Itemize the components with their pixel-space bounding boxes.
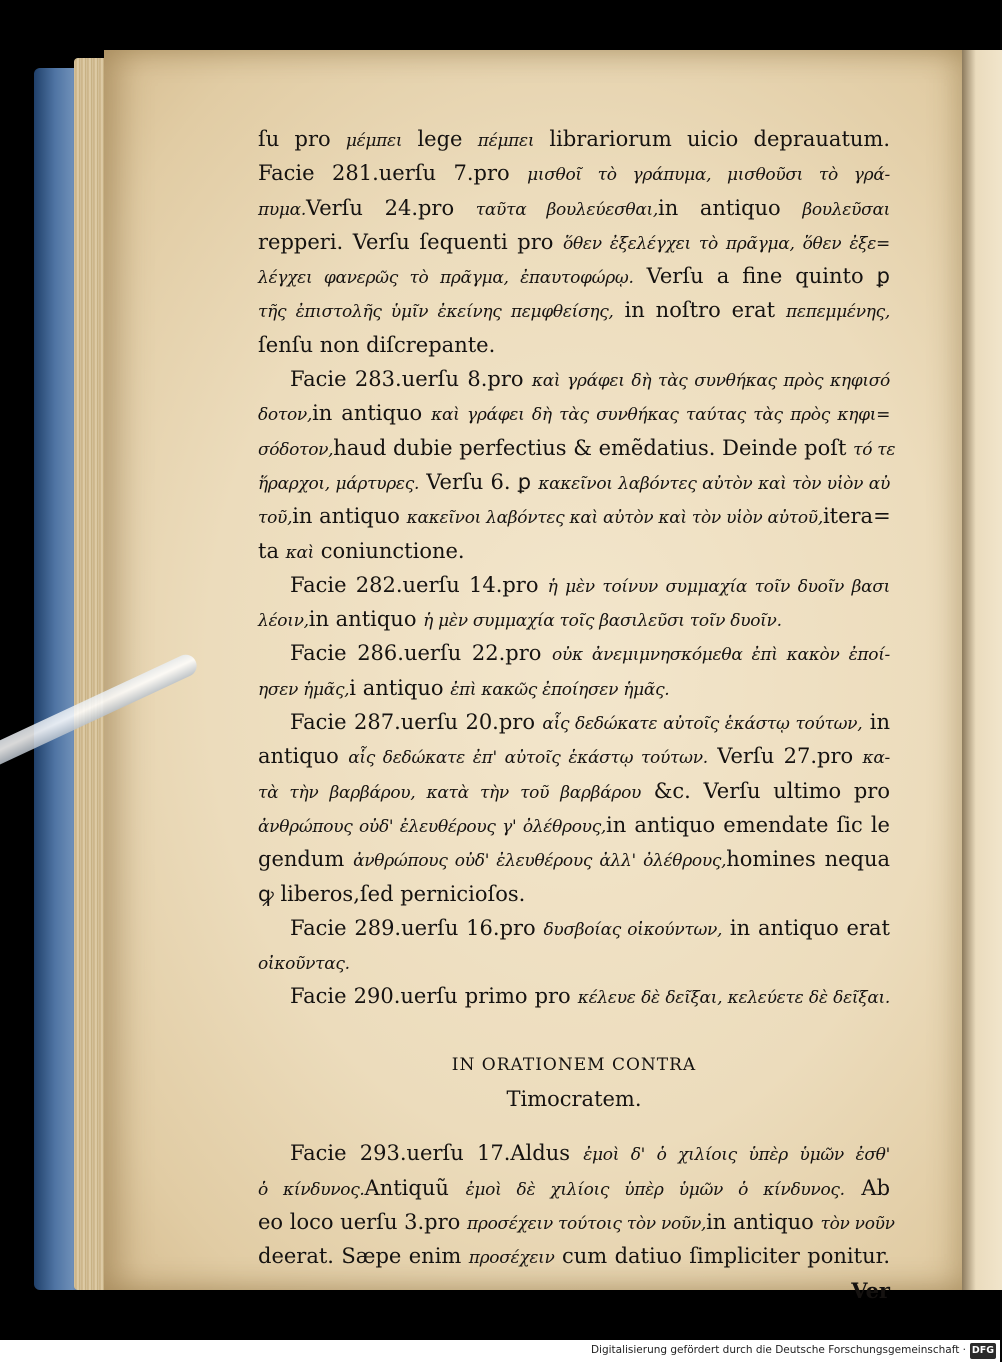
text-line <box>258 156 890 190</box>
latin-text: Facie 287.uerſu 20.pro <box>290 710 543 735</box>
latin-text: ſu pro <box>258 127 346 151</box>
greek-text: ὁ κίνδυνος. <box>258 1179 365 1200</box>
text-line <box>258 293 890 327</box>
latin-text: Facie 293.uerſu 17.Aldus <box>290 1141 584 1166</box>
latin-text: itera= <box>822 504 891 529</box>
greek-text: τὸν νοῦν <box>820 1213 895 1234</box>
latin-text: Facie 290.uerſu primo pro <box>290 984 578 1009</box>
dfg-logo: DFG <box>970 1343 996 1359</box>
section-subheading: Timocratem. <box>506 1087 642 1112</box>
text-line <box>258 1239 890 1273</box>
greek-text: πυμα. <box>258 199 306 220</box>
latin-text: Facie 289.uerſu 16.pro <box>290 915 544 940</box>
text-line <box>258 774 890 808</box>
footer-credit: Digitalisierung gefördert durch die Deutsche Forschungsgemeinschaft · <box>590 1344 966 1356</box>
greek-text: ἐπὶ κακῶς ἐποίησεν ἡμᾶς. <box>450 679 670 700</box>
latin-text: Antiquũ <box>364 1175 466 1200</box>
text-line <box>258 945 890 979</box>
greek-text: δυσβοίας οἰκούντων, <box>543 919 723 940</box>
greek-text: ὅθεν ἐξελέγχει τὸ πρᾶγμα, ὅθεν ἐξε= <box>563 233 890 254</box>
facing-page-edge <box>962 50 1002 1290</box>
latin-text: Verſu a fine quinto ꝑ <box>633 264 890 289</box>
greek-text: κέλευε δὲ δεῖξαι, κελεύετε δὲ δεῖξαι. <box>577 988 890 1009</box>
greek-text: ἐμοὶ δὲ χιλίοις ὑπὲρ ὑμῶν ὁ κίνδυνος. <box>465 1179 845 1200</box>
text-line <box>258 225 890 259</box>
latin-text: deerat. Sæpe enim <box>258 1244 469 1269</box>
greek-text: λέοιν, <box>258 611 309 632</box>
greek-text: ἀνθρώπους οὐδ' ἐλευθέρους ἀλλ' ὀλέθρους, <box>353 851 727 872</box>
text-line <box>258 705 890 739</box>
latin-text: in antiquo emendate ſic le <box>606 812 890 837</box>
text-line <box>258 877 890 911</box>
latin-text: Facie 281.uerſu 7.pro <box>258 161 528 186</box>
greek-text: οἰκοῦντας. <box>258 954 350 975</box>
text-line <box>258 1205 895 1239</box>
page-text <box>258 122 896 1308</box>
latin-text: &c. Verſu ultimo pro <box>641 778 890 803</box>
latin-text: Verſu 27.pro <box>707 744 863 769</box>
latin-text: in antiquo <box>706 1209 821 1234</box>
greek-text: τοῦ, <box>258 508 293 529</box>
latin-text: Verſu 6. ꝑ <box>419 469 539 494</box>
latin-text: eo loco uerſu 3.pro <box>258 1209 467 1234</box>
text-line <box>258 191 890 225</box>
latin-text: Ab <box>844 1175 891 1200</box>
section-gap <box>258 1014 890 1048</box>
greek-text: λέγχει φανερῶς τὸ πρᾶγμα, ἐπαυτοφώρῳ. <box>258 268 634 289</box>
greek-text: κακεῖνοι λαβόντες αὐτὸν καὶ τὸν υἱὸν αὐ <box>538 473 890 494</box>
greek-text: οὐκ ἀνεμιμνησκόμεθα ἐπὶ κακὸν ἐποί- <box>552 645 891 666</box>
text-line <box>258 671 890 705</box>
text-line <box>258 259 890 293</box>
text-line <box>258 568 890 602</box>
latin-text: i antiquo <box>349 675 451 700</box>
text-line <box>258 636 890 670</box>
greek-text: ἡ μὲν συμμαχία τοῖς βασιλεῦσι τοῖν δυοῖν. <box>423 611 782 632</box>
latin-text: haud dubie perfectius & emẽdatius. Deinde poſt <box>333 435 854 460</box>
text-line <box>258 396 890 430</box>
latin-text: in antiquo <box>308 607 424 632</box>
latin-text: coniunctione. <box>314 538 465 563</box>
greek-text: μέμπει <box>345 131 403 151</box>
latin-text: in antiquo <box>312 401 432 426</box>
greek-text: βουλεῦσαι <box>802 199 891 220</box>
text-line <box>258 328 890 362</box>
greek-text: προσέχειν <box>468 1248 555 1269</box>
latin-text: cum datiuo ſimpliciter ponitur. <box>554 1244 891 1269</box>
latin-text: repperi. Verſu ſequenti pro <box>258 229 564 254</box>
latin-text: Verſu 24.pro <box>305 195 476 220</box>
latin-text: librariorum uicio deprauatum. <box>534 127 890 151</box>
latin-text: in <box>862 710 890 735</box>
greek-text: ἐμοὶ δ' ὁ χιλίοις ὑπὲρ ὑμῶν ἐσθ' <box>583 1145 890 1166</box>
footer-bar <box>0 1340 1000 1362</box>
greek-text: κακεῖνοι λαβόντες καὶ αὐτὸν καὶ τὸν υἱὸν αὐτοῦ, <box>406 508 823 529</box>
latin-text: in antiquo <box>292 504 407 529</box>
latin-text: Facie 283.uerſu 8.pro <box>290 367 532 392</box>
greek-text: πεπεμμένης, <box>786 302 890 323</box>
latin-text: in antiquo erat <box>722 915 890 940</box>
latin-text: lege <box>402 127 478 151</box>
latin-text: in antiquo <box>657 195 803 220</box>
text-line <box>258 979 890 1013</box>
text-line <box>258 602 890 636</box>
greek-text: καὶ γράφει δὴ τὰς συνθήκας πρὸς κηφισό <box>531 371 890 392</box>
latin-text: homines nequa <box>726 847 891 872</box>
greek-text: καὶ γράφει δὴ τὰς συνθήκας ταύτας τὰς πρὸς κηφι= <box>431 405 891 426</box>
catchword: Ver <box>851 1277 890 1303</box>
text-line <box>258 1136 890 1170</box>
latin-text: Facie 282.uerſu 14.pro <box>290 572 548 597</box>
greek-text: σόδοτον, <box>258 439 334 460</box>
text-line <box>258 911 890 945</box>
greek-text: ἡ μὲν τοίνυν συμμαχία τοῖν δυοῖν βασι <box>547 576 890 597</box>
greek-text: ἀνθρώπους οὐδ' ἐλευθέρους γ' ὀλέθρους, <box>258 816 607 837</box>
text-line <box>258 122 890 156</box>
text-line <box>258 842 890 876</box>
text-line <box>258 431 896 465</box>
latin-text: antiquo <box>258 744 349 769</box>
text-line <box>258 808 890 842</box>
greek-text: τῆς ἐπιστολῆς ὑμῖν ἐκείνης πεμφθείσης, <box>258 302 614 323</box>
latin-text: gendum <box>258 847 354 872</box>
text-line <box>258 362 890 396</box>
greek-text: τὰ τὴν βαρβάρου, κατὰ τὴν τοῦ βαρβάρου <box>258 782 642 803</box>
greek-text: μισθοῖ τὸ γράπυμα, μισθοῦσι τὸ γρά- <box>527 165 890 186</box>
greek-text: ἥραρχοι, μάρτυρες. <box>258 473 420 494</box>
text-line <box>258 465 890 499</box>
text-line <box>258 534 890 568</box>
greek-text: τό τε <box>853 439 896 460</box>
text-line <box>258 1171 890 1205</box>
greek-text: καὶ <box>285 542 315 563</box>
greek-text: αἷς δεδώκατε αὐτοῖς ἑκάστῳ τούτων, <box>542 714 863 735</box>
greek-text: κα- <box>862 748 890 769</box>
latin-text: ſenſu non diſcrepante. <box>258 332 496 357</box>
text-line <box>258 499 890 533</box>
latin-text: in noſtro erat <box>613 298 787 323</box>
section-gap <box>258 1116 890 1136</box>
latin-text: Facie 286.uerſu 22.pro <box>290 641 553 666</box>
latin-text: ta <box>258 538 286 563</box>
greek-text: ταῦτα βουλεύεσθαι, <box>475 199 658 220</box>
greek-text: πέμπει <box>477 131 535 151</box>
latin-text: ꝙ liberos,ſed pernicioſos. <box>258 881 526 906</box>
text-line <box>258 739 890 773</box>
greek-text: ησεν ἡμᾶς, <box>258 679 350 700</box>
section-heading: IN ORATIONEM CONTRA <box>451 1054 697 1075</box>
greek-text: δοτον, <box>258 405 313 426</box>
greek-text: προσέχειν τούτοις τὸν νοῦν, <box>467 1213 707 1234</box>
greek-text: αἷς δεδώκατε ἐπ' αὐτοῖς ἑκάστῳ τούτων. <box>348 748 708 769</box>
